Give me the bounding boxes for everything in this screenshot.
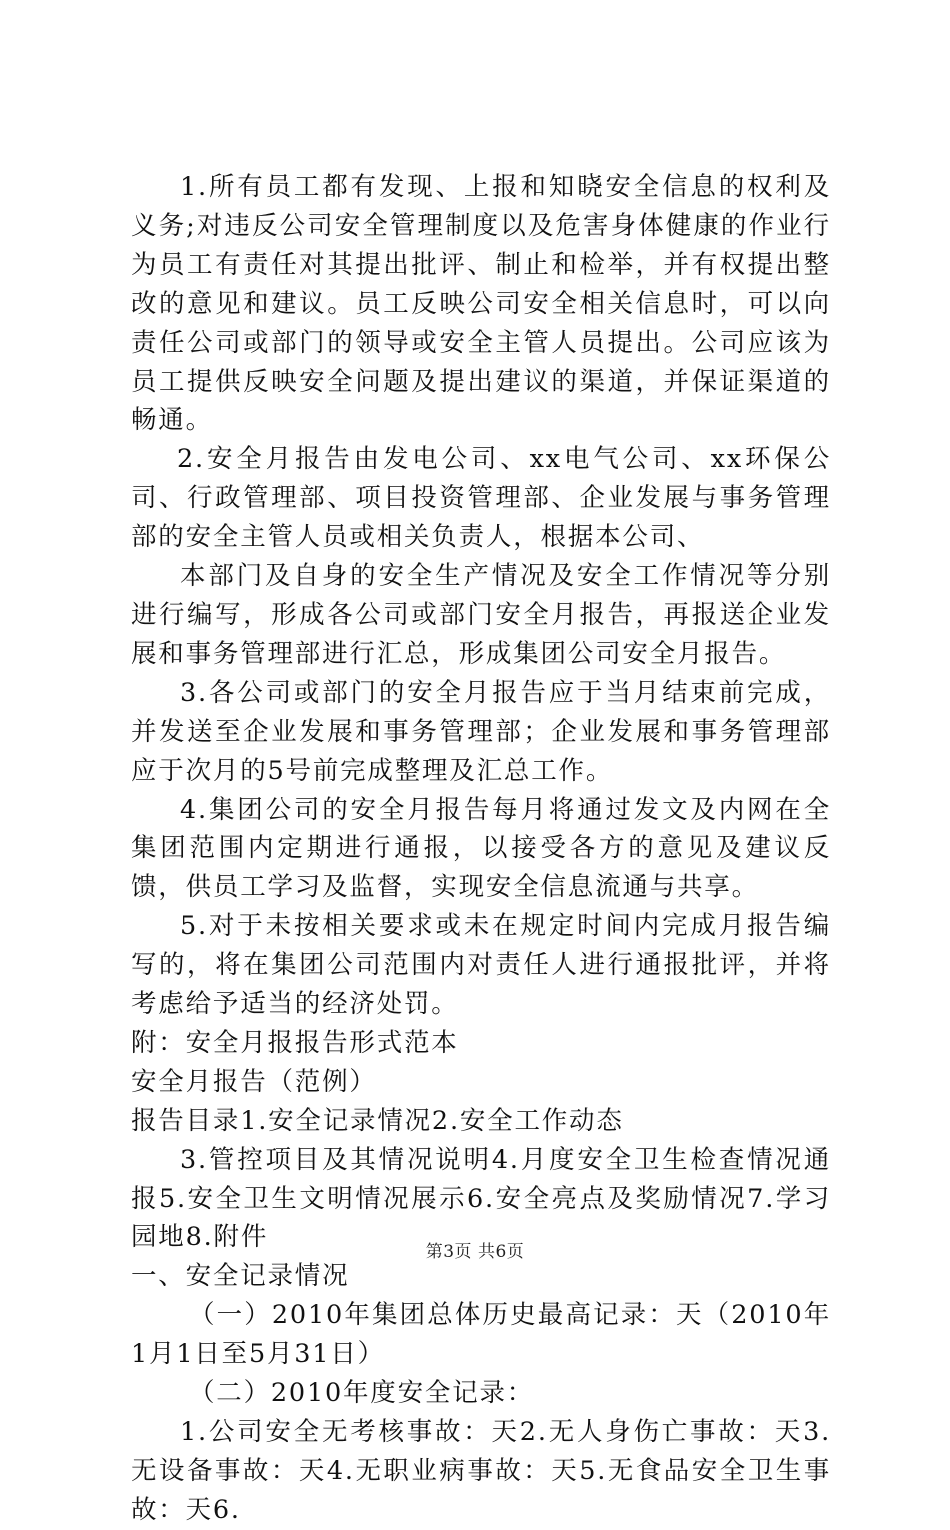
document-body <box>131 168 831 1530</box>
section-heading-safety-record: 一、安全记录情况 <box>131 1261 350 1292</box>
appendix-title: 附：安全月报报告形式范本 <box>131 1027 459 1058</box>
subsection-history-record: （一）2010年集团总体历史最高记录：天（2010年1月1日至5月31日） <box>131 1300 831 1370</box>
paragraph-report-deadline: 3.各公司或部门的安全月报告应于当月结束前完成，并发送至企业发展和事务管理部；企业发展和事务管理部应于次月的5号前完成整理及汇总工作。 <box>131 677 831 786</box>
paragraph-rights-obligations: 1.所有员工都有发现、上报和知晓安全信息的权利及义务;对违反公司安全管理制度以及危害身体健康的作业行为员工有责任对其提出批评、制止和检举，并有权提出整改的意见和建议。员工反映公司安全相关信息时，可以向责任公司或部门的领导或安全主管人员提出。公司应该为员工提供反映安全问题及提出建议的渠道，并保证渠道的畅通。 <box>131 172 831 436</box>
report-contents: 报告目录1.安全记录情况2.安全工作动态 <box>131 1105 624 1136</box>
report-contents-continued: 3.管控项目及其情况说明4.月度安全卫生检查情况通报5.安全卫生文明情况展示6.安全亮点及奖励情况7.学习园地8.附件 <box>131 1144 831 1253</box>
paragraph-monthly-report-authors: 2.安全月报告由发电公司、xx电气公司、xx环保公司、行政管理部、项目投资管理部、企业发展与事务管理部的安全主管人员或相关负责人，根据本公司、 <box>131 444 831 553</box>
safety-record-items: 1.公司安全无考核事故：天2.无人身伤亡事故：天3.无设备事故：天4.无职业病事故：天5.无食品安全卫生事故：天6. <box>131 1417 831 1525</box>
sample-report-title: 安全月报告（范例） <box>131 1066 377 1097</box>
paragraph-report-publication: 4.集团公司的安全月报告每月将通过发文及内网在全集团范围内定期进行通报，以接受各方的意见及建议反馈，供员工学习及监督，实现安全信息流通与共享。 <box>131 794 831 903</box>
paragraph-penalty: 5.对于未按相关要求或未在规定时间内完成月报告编写的，将在集团公司范围内对责任人进行通报批评，并将考虑给予适当的经济处罚。 <box>131 911 831 1020</box>
subsection-annual-record: （二）2010年度安全记录： <box>189 1378 535 1409</box>
page-number-footer: 第3页 共6页 <box>425 1242 525 1262</box>
paragraph-report-compilation: 本部门及自身的安全生产情况及安全工作情况等分别进行编写，形成各公司或部门安全月报告，再报送企业发展和事务管理部进行汇总，形成集团公司安全月报告。 <box>131 561 831 669</box>
